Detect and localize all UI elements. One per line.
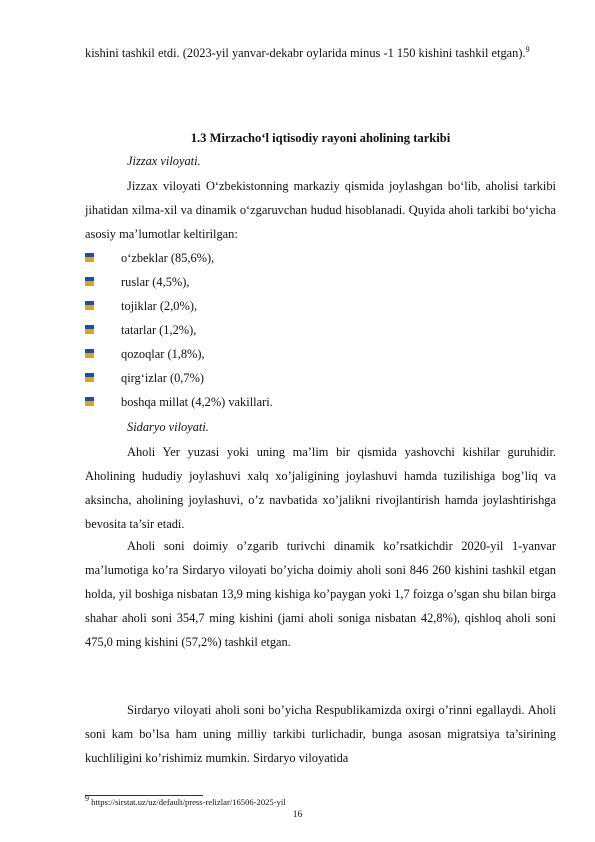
list-item-text: qozoqlar (1,8%), [121, 347, 205, 361]
sirdaryo-subtitle: Sidaryo viloyati. [127, 420, 209, 434]
intro-paragraph [85, 41, 556, 65]
list-item [85, 246, 556, 270]
list-item-text: qirg‘izlar (0,7%) [121, 371, 205, 385]
list-item [85, 318, 556, 342]
ethnic-composition-list [85, 246, 556, 414]
list-item [85, 342, 556, 366]
square-bullet-icon [85, 373, 94, 382]
list-item [85, 390, 556, 414]
sirdaryo-paragraph-2: Aholi soni doimiy o’zgarib turivchi dinamik ko’rsatkichdir 2020-yil 1-yanvar ma’lumotiga ko’ra Sirdaryo viloyati bo’yicha doimiy aholi soni 846 260 kishini tashkil etgan holda, yil boshiga nisbatan 13,9 ming kishiga ko’paygan yoki 1,7 foizga o’sgan shu bilan birga shahar aholi soni 354,7 ming kishini (jami aholi soniga nisbatan 42,8%), qishloq aholi soni 475,0 ming kishini (57,2%) tashkil etgan. [85, 539, 556, 649]
sirdaryo-paragraph-3: Sirdaryo viloyati aholi soni bo’yicha Respublikamizda oxirgi o’rinni egallaydi. Aholi soni kam bo’lsa ham uning milliy tarkibi turlichadir, bunga asosan migratsiya ta’sirining kuchliligini ko’rishimiz mumkin. Sirdaryo viloyatida [85, 703, 556, 765]
list-item [85, 366, 556, 390]
list-item-text: ruslar (4,5%), [121, 275, 190, 289]
jizzax-subtitle: Jizzax viloyati. [127, 154, 201, 168]
footnote-reference: 9 [525, 44, 530, 54]
page-number: 16 [292, 809, 303, 820]
list-item-text: o‘zbeklar (85,6%), [121, 251, 215, 265]
footnote [85, 794, 286, 808]
square-bullet-icon [85, 397, 94, 406]
list-item-text: tatarlar (1,2%), [121, 323, 197, 337]
footnote-divider [85, 795, 203, 796]
footnote-mark: 9 [85, 794, 89, 804]
list-item [85, 294, 556, 318]
list-item-text: tojiklar (2,0%), [121, 299, 198, 313]
square-bullet-icon [85, 253, 94, 262]
square-bullet-icon [85, 325, 94, 334]
square-bullet-icon [85, 349, 94, 358]
square-bullet-icon [85, 277, 94, 286]
intro-paragraph-text: kishini tashkil etdi. (2023-yil yanvar-dekabr oylarida minus -1 150 kishini tashkil etgan). [85, 46, 526, 60]
section-heading: 1.3 Mirzacho‘l iqtisodiy rayoni aholining tarkibi [190, 131, 451, 145]
jizzax-paragraph: Jizzax viloyati O‘zbekistonning markaziy qismida joylashgan bo‘lib, aholisi tarkibi jihatidan xilma-xil va dinamik o‘zgaruvchan hudud hisoblanadi. Quyida aholi tarkibi bo‘yicha asosiy ma’lumotlar keltirilgan: [85, 179, 556, 241]
square-bullet-icon [85, 301, 94, 310]
sirdaryo-paragraph-1: Aholi Yer yuzasi yoki uning ma’lim bir qismida yashovchi kishilar guruhidir. Aholining hududiy joylashuvi xalq xo’jaligining joylashuvi hamda tuzilishiga bog’liq va aksincha, aholining joylashuvi, o’z navbatida xo’jalikni rivojlantirish hamda joylashtirishga bevosita ta’sir etadi. [85, 445, 556, 531]
list-item [85, 270, 556, 294]
list-item-text: boshqa millat (4,2%) vakillari. [121, 395, 273, 409]
footnote-link[interactable]: https://sirstat.uz/uz/default/press-relizlar/16506-2025-yil [91, 797, 286, 807]
